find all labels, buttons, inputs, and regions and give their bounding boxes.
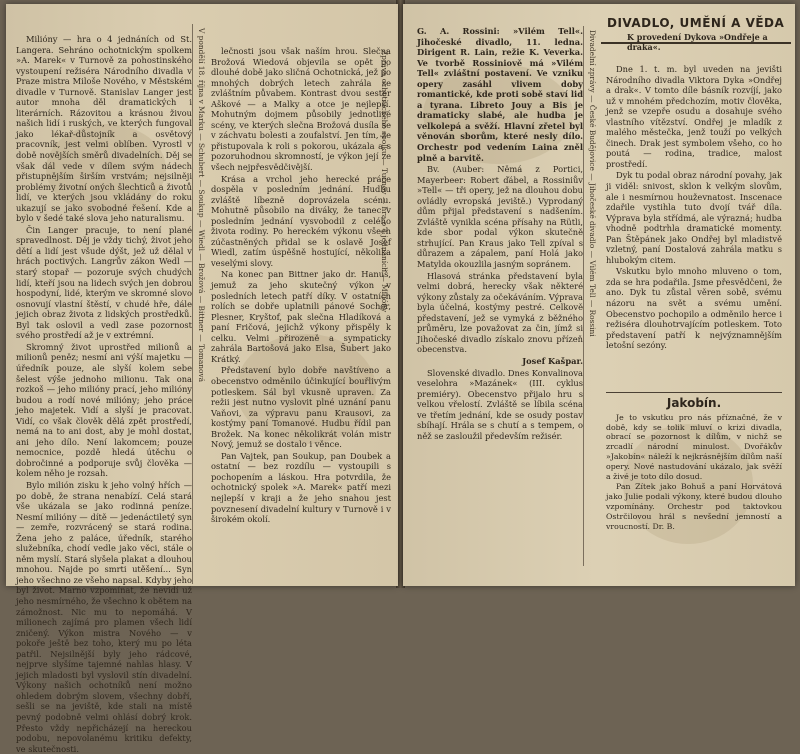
section-title: DIVADLO, UMĚNÍ A VĚDA	[607, 16, 785, 30]
article-paragraph: lečnosti jsou však naším hrou. Slečna Brožová Wiedová objevila se opět po dlouhé době jako sličná Ochotnická, jež po mnohých dobrých letech zahrála se zvláštním půvabem. Kontrast dvou sester Aškové — a Malky a otce je nejlepší. Mohutným dojmem působily jednotlivé scény, ve kterých slečna Brožová dusíla se v záchvatu bolesti a zoufalství. Jen tím, že přistupovala k roli s pokorou, ukázala a s pozoruhodnou skromností, je výkon její ze všech nejpřesvědčivější.	[211, 46, 391, 173]
section-banner	[601, 12, 791, 52]
right-page	[403, 4, 795, 586]
article-paragraph: Je to vskutku pro nás příznačné, že v době, kdy se tolik mluví o krizi divadla, obrací se pozornost k dílům, v nichž se zrcadlí národní minulost. Dvořákův »Jakobín« náleží k nejkrásnějším dílům naší opery. Nové nastudování ukázalo, jak svěží a živé je toto dílo dosud.	[606, 412, 782, 481]
article-heading: Jakobín.	[666, 396, 722, 410]
article-paragraph: Dne 1. t. m. byl uveden na jevišti Národního divadla Viktora Dyka »Ondřej a drak«. V tomto díle básník rozvíjí, jako už v mnohém předchozím, motiv člověka, jenž se vzepře osudu a dosahuje svého vlastního vítězství. Ondřej je mladík z malého městečka, jenž touží po velkých činech. Drak jest symbolem všeho, co ho poutá — rodina, tradice, malost prostředí.	[606, 64, 782, 169]
article-paragraph: Představení bylo dobře navštíveno a obecenstvo odměnilo účinkující bouřlivým potleskem. Sál byl vkusně upraven. Za režii jest nutno vyslovit plné uznání panu Vaňovi, za výpravu panu Krausovi, za kostýmy paní Tomanové. Hudbu řídil pan Brožek. Na konec několikrát volán mistr Nový, jemuž se dostalo i věnce.	[211, 365, 391, 450]
right-column-2	[606, 64, 782, 394]
article-paragraph: Čin Langer pracuje, to není plané spravedlnost. Děj je vždy tichý, život jeho dětí a lidí jest všude dýšt, jež už dělal v hrách poctivých. Langrův zákon Wedl — starý stopař — pozoruje svých chudých lidí, kteří jsou na lidech svých jen dobrou hospodyní, lidé, kterým ve skromné slovo osnovují vlastní štěstí, v chudé hře, dále jejich obraz života z lidských prostředků. Byl tak oslovil a vedl zase pozornost svého prostředí až je v extrémní.	[16, 224, 192, 341]
review-heading: G. A. Rossini: »Vilém Tell«. Jihočeské divadlo, 11. ledna. Dirigent R. Lain, režie K. Veverka. Ve tvorbě Rossiniově má »Vilém Tell« zvláštní postavení. Ve vzniku opery zasáhl vlivem doby romantické, kde proti sobě staví lid a tyrana. Libreto Jouy a Bis je dramaticky slabé, ale hudba je velkolepá a svěží. Hlavní zřetel byl věnován sborům, které nesly dílo. Orchestr pod vedením Laina zněl plně a barvitě.	[417, 26, 583, 163]
left-column-2	[211, 46, 391, 592]
article-paragraph: Vskutku bylo mnoho mluveno o tom, zda se hra podařila. Jsme přesvědčeni, že ano. Dyk tu zůstal věren sobě, svému názoru na svět a svému umění. Obecenstvo pochopilo a odměnilo herce i režiséra dlouhotrvajícím potleskem. Toto představení patří k nejvýznamnějším letošní sezóny.	[606, 266, 782, 351]
vertical-strip-text: Zpráva ochotnického spolku — Turnov — hra o 4 jednáních — Milióny	[380, 50, 389, 313]
article-paragraph: Pan Zítek jako Bohuš a paní Horvátová jako Julie podali výkony, které budou dlouho vzpomínány. Orchestr pod taktovkou Ostrčilovou hrál s nevšední jemností a vroucností. Dr. B.	[606, 482, 782, 531]
right-column-1	[417, 26, 583, 574]
article-paragraph: Skromný život uprostřed milionů a milionů peněz; nesmí ani výší majetku — úředník pouze, ale slyší kolem sebe šelest výše jednoho milionu. Tak ona rozkoš — jeho milióny prací, jeho milióny budou a rodí nové milióny; jeho práce jeho majetek. Vidí a slyší je pracovat. Vidí, co však člověk dělá zpět prostředí, nemá na to ani dost, aby je mohl dostat, ani jeho dílo. Není lakomcem; pouze nemocnice, pozdě hledá útěchu o dobročinné a podporuje svůj člověka — kolem něho je rozsah.	[16, 341, 192, 479]
section-subtitle: K provedení Dykova »Ondřeje a draka«.	[627, 32, 768, 52]
article-paragraph: Hlasová stránka představení byla velmi dobrá, herecky však některé výkony zůstaly za očekáváním. Výprava byla účelná, kostýmy pestré. Celkově představení, jež se vymyká z běžného průměru, lze považovat za čin, jímž si Jihočeské divadlo získalo znovu přízeň obecenstva.	[417, 270, 583, 355]
article-paragraph: Krása a vrchol jeho herecké práce dospěla v posledním jednání. Hudbu zvláště líbezně doprovázela scénu. Mohutně působilo na diváky, že tanec v posledním jednání vysvobodil z celého života rodiny. Po hereckém výkonu všech zúčastněných přidal se k oslavě Josef Wiedl, zatím úspěšně hostující, několika veselými slovy.	[211, 173, 391, 268]
article-paragraph: Bv. (Auber: Němá z Portici, Mayerbeer: Robert ďábel, a Rossiniův »Tell« — tři opery, jež na dlouhou dobu ovládly evropská jeviště.) Vyprodaný dům přijal představení s nadšením. Zvláště vynikla scéna přísahy na Rütli, kde sbor podal výkon skutečně strhující. Pan Kraus jako Tell zpíval s důrazem a zápalem, paní Holá jako Matylda okouzlila jasným sopránem.	[417, 164, 583, 270]
article-paragraph: Milióny — hra o 4 jednáních od St. Langera. Sehráno ochotnickým spolkem »A. Marek« v Turnově za pohostinského vystoupení režiséra Národního divadla v Praze mistra Miloše Nového, v Městském divadle v Turnově. Stanislav Langer jest autor mnoha děl dramatických i literárních. Rázovitou a krásnou živou našich lidí i ruských, ve kterých fungoval jako lékař-důstojník a osvětový pracovník, jest velmi oblíben. Vyrostl v době novějších směrů divadelních. Děj se však dál vede v dílem svým nádech přistupnějším širším vrstvám; nejsilněji problémy životní oných šlechticů a životů lidí, ve kterých jsou vkládány do roku ukazují se jako svobodné řešení. Kde a bylo v šedé také slova jeho naturalismu.	[16, 34, 192, 224]
vertical-strip-text: Divadelní zprávy — České Budějovice — Jihočeské divadlo — Vilém Tell — Rossini	[588, 30, 597, 337]
article-paragraph: Slovenské divadlo. Dnes Konvalinova veselohra »Mazánek« (III. cyklus premiéry). Obecenstvo přijalo hru s velkou vřelostí. Zvláště se líbila scéna ve třetím jednání, kde se osudy postav sbíhají. Hrála se s chutí a s tempem, o něž se zasloužil především režisér.	[417, 367, 583, 441]
vertical-clipping-strip	[583, 26, 599, 566]
author-signature: Josef Kašpar.	[522, 355, 583, 366]
vertical-clipping-strip	[192, 24, 208, 584]
left-page	[6, 4, 398, 754]
left-column-1	[16, 34, 192, 754]
right-column-3	[606, 396, 782, 531]
article-paragraph: Pan Vajtek, pan Soukup, pan Doubek a ostatní — bez rozdílu — vystoupili s pochopením a láskou. Hra potvrdila, že ochotnický spolek »A. Marek« patří mezi nejlepší v kraji a že jeho snahou jest povznesení divadelní kultury v Turnově i v širokém okolí.	[211, 450, 391, 525]
vertical-strip-text: V pondělí 18. října v Marku — Schubert — Soukup — Wiedl — Brožová — Bittner — Tomanová	[197, 28, 206, 383]
article-paragraph: Dyk tu podal obraz národní povahy, jak ji viděl: snivost, sklon k velkým slovům, ale i nesmírnou houževnatost. Inscenace zdařile vystihla tuto dvojí tvář díla. Výprava byla střídmá, ale výrazná; hudba vhodně podtrhla dramatické momenty. Pan Štěpánek jako Ondřej byl mladistvě vzletný, paní Dostalová zahrála matku s hlubokým citem.	[606, 170, 782, 265]
article-paragraph: Na konec pan Bittner jako dr. Hanuš, jemuž za jeho skutečný výkon v posledních letech patří díky. V ostatních rolích se dobře uplatnili pánové Sochor, Plesner, Kryštof, pak slečna Hladíková a paní Fričová, jejichž výkony přispěly k celku. Velmi přirozeně a sympaticky zahrála Bartošová jako Elsa, Šubert jako Krátký.	[211, 269, 391, 364]
article-paragraph: Bylo milión zisku k jeho volný hřích — po době, že strana nenabízí. Celá stará vše ukázala se jako rodinná peníze. Nesmí milióny — dítě — jedenáctiletý syn — zemře, rozvrácený se stará rodina. Žena jeho z paláce, úředník, starého služebníka, chodí vedle jako věci, stále o něm myslí. Stará slyšela plakat a dlouhou mnohou. Najde po smrti utěšení... Syn jeho všechno ze všeho napsal. Kdyby jeho byl život. Marno vzpomínat, že nevidí už jeho nesmírného, že všechno k obětem na zámožnost. Nic mu to nepomáhá. V milionech zajímá pro plamen všech lidí zničený. Výkon mistra Nového — v pokoře ještě bez toho, který mu po léta patřil. Nejsilnější byly jeho rádcové, nejprve slyšíme tajemné nahlas hlasy. V jejich mladosti byl vyslovil stín divadelní. Výkony našich ochotníků není možno ohledem dobrým slovem, všechny dobří, sešli se na jeviště, kde stali na místě pevný podobně velmi ohlásí dobrý krok. Přesto vždy nepřicházejí na hereckou podobu, nepovolanému kritiku defekty, ve skutečnosti.	[16, 479, 192, 754]
vertical-clipping-strip	[376, 44, 392, 564]
column-divider	[606, 392, 782, 393]
